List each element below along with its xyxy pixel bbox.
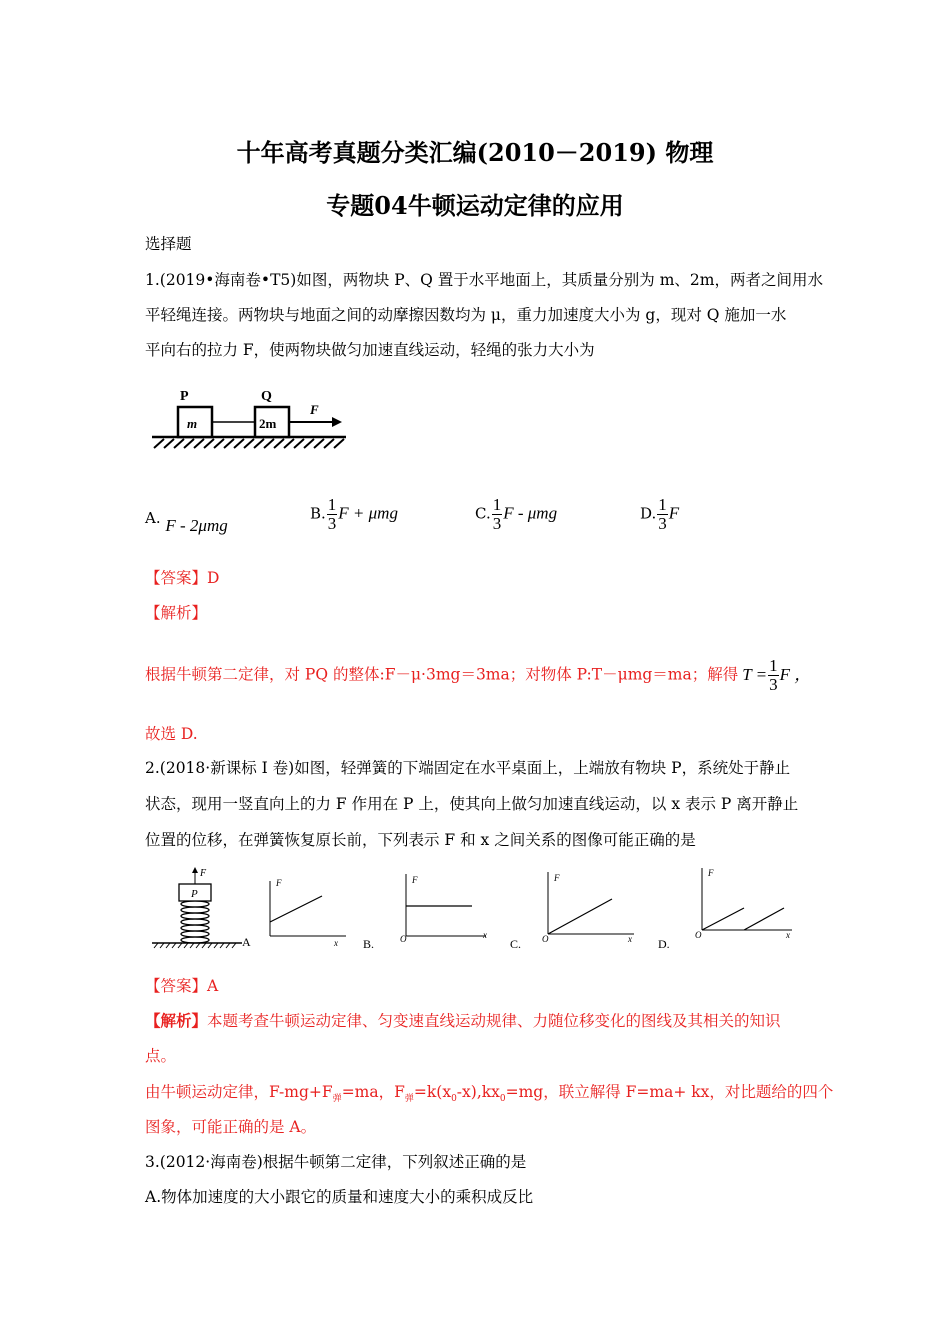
svg-text:B.: B. <box>363 937 375 951</box>
svg-text:F: F <box>200 868 207 879</box>
q3-option-a: A.物体加速度的大小跟它的质量和速度大小的乘积成反比 <box>145 1188 534 1206</box>
option-a-expr: F - 2μmg <box>165 516 228 535</box>
q2-derivation: 由牛顿运动定律，$F-mg+F_弹=ma$，$F_弹=k(x_0-x),kx_0=mg$，联立解得 F=ma+ kx，对比题给的四个 <box>145 1083 834 1105</box>
option-a <box>145 508 228 535</box>
q1-analysis <box>145 657 811 694</box>
q1-answer: 【答案】D <box>145 569 220 587</box>
q2-line-1: 2.(2018·新课标 I 卷)如图，轻弹簧的下端固定在水平桌面上，上端放有物块 P，系统处于静止 <box>145 759 791 777</box>
svg-text:F: F <box>276 878 282 888</box>
option-d <box>640 496 679 533</box>
q2-line-3: 位置的位移，在弹簧恢复原长前，下列表示 F 和 x 之间关系的图像可能正确的是 <box>145 831 696 849</box>
svg-text:A: A <box>242 935 251 949</box>
svg-text:x: x <box>483 930 487 940</box>
q1-line-2: 平轻绳连接。两物块与地面之间的动摩擦因数均为 μ，重力加速度大小为 g，现对 Q 施加一水 <box>145 306 787 324</box>
q1-conclusion: 故选 D. <box>145 725 198 743</box>
graph-c <box>548 872 634 934</box>
svg-text:x: x <box>786 930 790 940</box>
svg-text:F: F <box>412 875 418 885</box>
option-c-expr: F - μmg <box>503 503 558 523</box>
option-b <box>310 496 398 533</box>
label-2m: 2m <box>259 416 277 431</box>
option-b-fraction: $\frac{1}{3}$ <box>327 495 337 533</box>
option-b-label: B. <box>310 504 326 523</box>
graph-d <box>702 868 792 930</box>
label-p: P <box>180 389 189 404</box>
option-a-label: A. <box>145 509 161 527</box>
q2-analysis-text: 本题考查牛顿运动定律、匀变速直线运动规律、力随位移变化的图线及其相关的知识 <box>207 1012 781 1030</box>
q2-analysis-label: 【解析】 <box>145 1011 208 1030</box>
q3-question: 3.(2012·海南卷)根据牛顿第二定律，下列叙述正确的是 <box>145 1153 527 1171</box>
option-c-fraction: $\frac{1}{3}$ <box>492 495 502 533</box>
spring-setup <box>152 867 251 949</box>
option-b-expr: F + μmg <box>338 503 398 523</box>
graph-a <box>270 881 346 936</box>
graph-b <box>406 874 486 936</box>
document-subtitle: 专题04牛顿运动定律的应用 <box>326 191 624 220</box>
option-d-fraction: $\frac{1}{3}$ <box>658 495 667 533</box>
option-c <box>475 496 557 533</box>
svg-text:x: x <box>334 938 338 948</box>
q1-line-3: 平向右的拉力 F，使两物块做匀加速直线运动，轻绳的张力大小为 <box>145 341 595 359</box>
q1-analysis-formula: T = $\frac{1}{3}$ F ， <box>742 656 812 694</box>
q1-analysis-label: 【解析】 <box>145 604 208 622</box>
svg-text:F: F <box>708 868 714 878</box>
label-m: m <box>187 416 198 431</box>
svg-text:O: O <box>400 934 407 944</box>
q2-line-2: 状态，现用一竖直向上的力 F 作用在 P 上，使其向上做匀加速直线运动，以 x 表示 P 离开静止 <box>145 795 799 813</box>
option-c-label: C. <box>475 504 491 523</box>
document-title: 十年高考真题分类汇编(2010－2019) 物理 <box>236 138 714 167</box>
q2-analysis <box>145 1011 781 1031</box>
option-d-expr: F <box>668 503 680 523</box>
svg-text:D.: D. <box>658 937 670 951</box>
svg-text:x: x <box>628 934 632 944</box>
section-heading: 选择题 <box>145 235 192 253</box>
label-q: Q <box>261 389 272 404</box>
force-arrow <box>332 417 342 427</box>
svg-text:F: F <box>554 873 560 883</box>
svg-text:O: O <box>542 934 549 944</box>
q2-derivation-line-2: 图象，可能正确的是 A。 <box>145 1118 317 1136</box>
svg-text:O: O <box>695 930 702 940</box>
q2-analysis-line-2: 点。 <box>145 1047 177 1065</box>
q1-analysis-text: 根据牛顿第二定律，对 PQ 的整体:F－μ·3mg＝3ma；对物体 P:T－μmg＝ma；解得 <box>145 665 739 684</box>
label-f: F <box>310 402 319 417</box>
q2-answer: 【答案】A <box>145 977 219 995</box>
svg-text:P: P <box>191 888 198 900</box>
q1-line-1: 1.(2019•海南卷•T5)如图，两物块 P、Q 置于水平地面上，其质量分别为 m、2m，两者之间用水 <box>145 271 823 289</box>
q2-figure-graphs <box>150 864 810 956</box>
svg-text:C.: C. <box>510 937 522 951</box>
option-d-label: D. <box>640 504 657 523</box>
q1-figure-blocks <box>150 382 350 454</box>
